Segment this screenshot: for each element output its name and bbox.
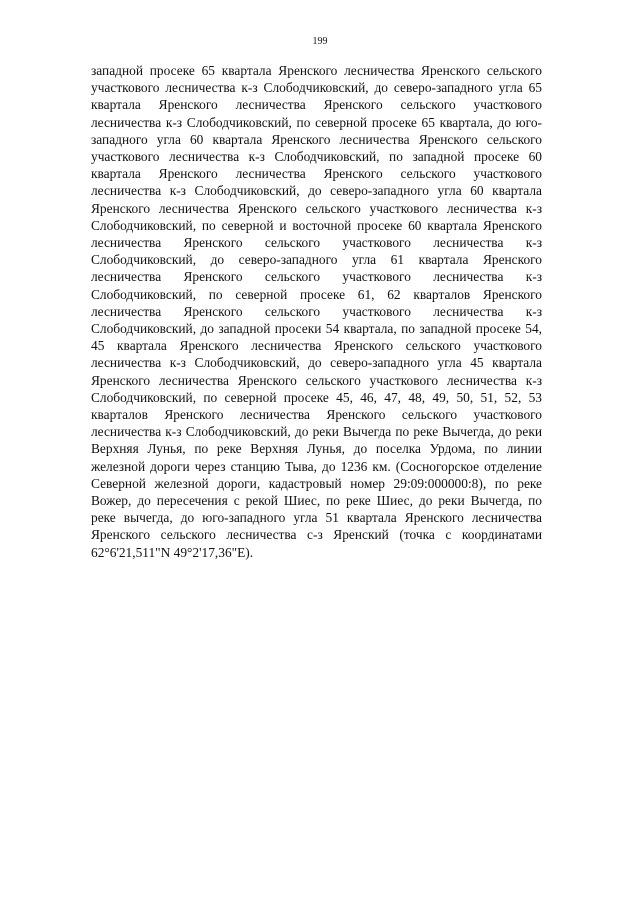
text-line: реке вычегда, до юго-западного угла 51 квартала Яренского лесничества — [91, 510, 542, 526]
text-line: 62°6'21,511"N 49°2'17,36"E). — [91, 544, 254, 560]
text-line: 45 квартала Яренского лесничества Яренского сельского участкового — [91, 338, 542, 354]
text-line: Яренского лесничества Яренского сельского участкового лесничества к-з — [91, 372, 542, 388]
text-line: лесничества к-з Слободчиковский, до реки Вычегда по реке Вычегда, до реки — [91, 424, 542, 440]
text-line: западной просеке 65 квартала Яренского лесничества Яренского сельского — [91, 63, 542, 78]
text-line: Вожер, до пересечения с рекой Шиес, по реке Шиес, до реки Вычегда, по — [91, 493, 542, 509]
text-line: Северной железной дороги, кадастровый номер 29:09:000000:8), по реке — [91, 475, 542, 491]
text-line: лесничества к-з Слободчиковский, по северной просеке 65 квартала, до юго- — [91, 114, 542, 130]
text-line: лесничества к-з Слободчиковский, до северо-западного угла 60 квартала — [91, 183, 542, 199]
text-line: Слободчиковский, по северной просеке 45, 46, 47, 48, 49, 50, 51, 52, 53 — [91, 389, 542, 405]
text-line: Слободчиковский, по северной и восточной просеке 60 квартала Яренского — [91, 217, 542, 233]
text-line: квартала Яренского лесничества Яренского сельского участкового — [91, 97, 542, 113]
text-line: лесничества Яренского сельского участкового лесничества к-з — [91, 235, 542, 251]
text-line: лесничества Яренского сельского участкового лесничества к-з — [91, 303, 542, 319]
text-line: Верхняя Лунья, по реке Верхняя Лунья, до поселка Урдома, по линии — [91, 441, 542, 457]
text-line: западного угла 60 квартала Яренского лесничества Яренского сельского — [91, 131, 542, 147]
text-line: квартала Яренского лесничества Яренского сельского участкового — [91, 166, 542, 182]
text-line: участкового лесничества к-з Слободчиковский, до северо-западного угла 65 — [91, 80, 542, 96]
body-paragraph — [91, 62, 542, 561]
text-line: лесничества Яренского сельского участкового лесничества к-з — [91, 269, 542, 285]
text-line: Слободчиковский, до северо-западного угла 61 квартала Яренского — [91, 252, 542, 268]
text-line: лесничества к-з Слободчиковский, до северо-западного угла 45 квартала — [91, 355, 542, 371]
text-line: Слободчиковский, до западной просеки 54 квартала, по западной просеке 54, — [91, 321, 542, 337]
text-line: Слободчиковский, по северной просеке 61, 62 кварталов Яренского — [91, 286, 542, 302]
text-line: кварталов Яренского лесничества Яренского сельского участкового — [91, 407, 542, 423]
text-line: Яренского сельского лесничества с-з Яренский (точка с координатами — [91, 527, 542, 543]
text-line: железной дороги через станцию Тыва, до 1236 км. (Сосногорское отделение — [91, 458, 542, 474]
page-number: 199 — [312, 36, 328, 47]
text-line: Яренского лесничества Яренского сельского участкового лесничества к-з — [91, 200, 542, 216]
text-line: участкового лесничества к-з Слободчиковский, по западной просеке 60 — [91, 149, 542, 165]
